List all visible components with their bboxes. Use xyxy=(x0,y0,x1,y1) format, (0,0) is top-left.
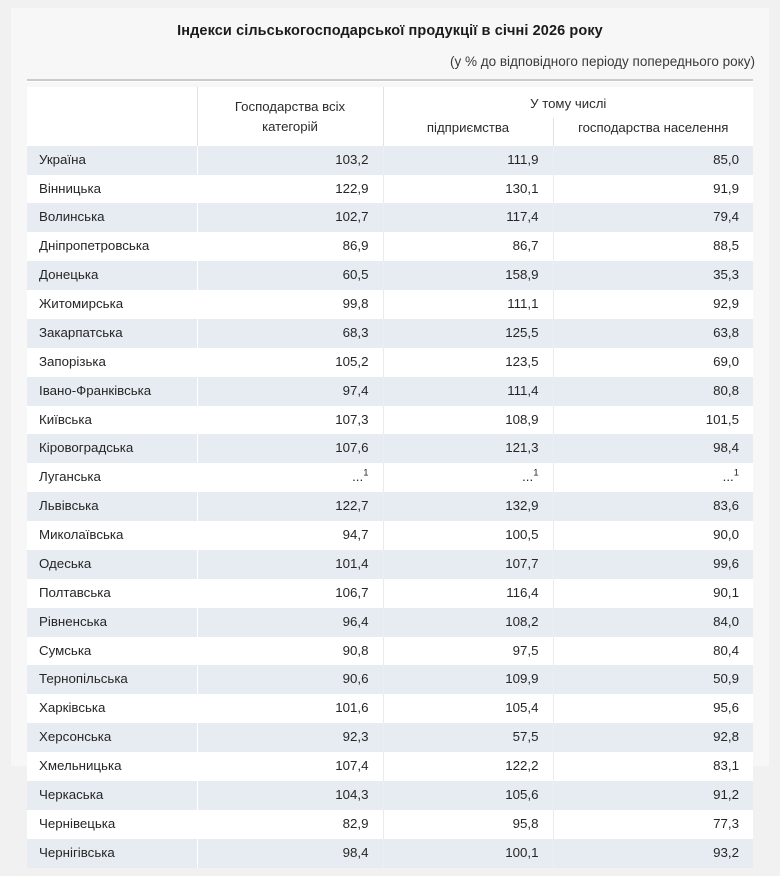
cell-enterprises: 95,8 xyxy=(383,810,553,839)
cell-region-name: Полтавська xyxy=(27,579,197,608)
cell-region-name: Вінницька xyxy=(27,175,197,204)
cell-region-name: Івано-Франківська xyxy=(27,377,197,406)
cell-households: 85,0 xyxy=(553,146,753,175)
column-header-region xyxy=(27,87,197,145)
table-row xyxy=(27,694,753,723)
cell-households: 84,0 xyxy=(553,608,753,637)
cell-all-categories: 96,4 xyxy=(197,608,383,637)
cell-all-categories: 97,4 xyxy=(197,377,383,406)
cell-all-categories: 86,9 xyxy=(197,232,383,261)
cell-enterprises: 109,9 xyxy=(383,665,553,694)
table-row xyxy=(27,665,753,694)
cell-region-name: Дніпропетровська xyxy=(27,232,197,261)
cell-all-categories: 101,4 xyxy=(197,550,383,579)
cell-region-name: Україна xyxy=(27,146,197,175)
column-header-households: господарства населення xyxy=(553,118,753,146)
cell-households: 35,3 xyxy=(553,261,753,290)
table-row xyxy=(27,319,753,348)
cell-enterprises: 57,5 xyxy=(383,723,553,752)
cell-region-name: Харківська xyxy=(27,694,197,723)
cell-enterprises: 122,2 xyxy=(383,752,553,781)
table-row xyxy=(27,232,753,261)
table-container xyxy=(11,87,769,875)
table-row xyxy=(27,723,753,752)
table-row xyxy=(27,752,753,781)
cell-all-categories: 102,7 xyxy=(197,203,383,232)
table-row xyxy=(27,175,753,204)
cell-households: 92,9 xyxy=(553,290,753,319)
footnote-marker: 1 xyxy=(733,467,740,479)
cell-region-name: Одеська xyxy=(27,550,197,579)
cell-region-name: Черкаська xyxy=(27,781,197,810)
table-row xyxy=(27,608,753,637)
cell-households: 98,4 xyxy=(553,434,753,463)
report-units-note: (у % до відповідного періоду попереднього року) xyxy=(449,53,755,69)
cell-enterprises: 108,2 xyxy=(383,608,553,637)
table-row xyxy=(27,290,753,319)
table-row xyxy=(27,406,753,435)
cell-all-categories: 103,2 xyxy=(197,146,383,175)
cell-region-name: Запорізька xyxy=(27,348,197,377)
table-row xyxy=(27,261,753,290)
header-row-top xyxy=(27,87,753,117)
cell-enterprises: 121,3 xyxy=(383,434,553,463)
cell-region-name: Хмельницька xyxy=(27,752,197,781)
cell-households: 63,8 xyxy=(553,319,753,348)
table-row xyxy=(27,637,753,666)
cell-enterprises: 100,1 xyxy=(383,839,553,868)
table-row xyxy=(27,521,753,550)
cell-enterprises: 130,1 xyxy=(383,175,553,204)
cell-enterprises: 111,4 xyxy=(383,377,553,406)
table-row xyxy=(27,781,753,810)
table-row xyxy=(27,839,753,868)
column-header-group: У тому числі xyxy=(383,87,753,117)
cell-enterprises: 97,5 xyxy=(383,637,553,666)
table-row xyxy=(27,377,753,406)
cell-households: ...$^1$ xyxy=(553,463,753,492)
cell-households: 50,9 xyxy=(553,665,753,694)
cell-households: 90,1 xyxy=(553,579,753,608)
cell-enterprises: 116,4 xyxy=(383,579,553,608)
cell-all-categories: 122,7 xyxy=(197,492,383,521)
cell-all-categories: 104,3 xyxy=(197,781,383,810)
cell-households: 90,0 xyxy=(553,521,753,550)
cell-households: 93,2 xyxy=(553,839,753,868)
cell-households: 79,4 xyxy=(553,203,753,232)
cell-all-categories: 98,4 xyxy=(197,839,383,868)
cell-region-name: Херсонська xyxy=(27,723,197,752)
cell-all-categories: 68,3 xyxy=(197,319,383,348)
cell-all-categories: 94,7 xyxy=(197,521,383,550)
title-divider xyxy=(27,79,753,82)
cell-households: 69,0 xyxy=(553,348,753,377)
cell-households: 80,4 xyxy=(553,637,753,666)
column-header-all-categories: Господарства всіх категорій xyxy=(197,87,383,145)
cell-region-name: Кіровоградська xyxy=(27,434,197,463)
report-panel xyxy=(11,8,769,860)
cell-enterprises: 132,9 xyxy=(383,492,553,521)
cell-enterprises: 158,9 xyxy=(383,261,553,290)
cell-all-categories: ...$^1$ xyxy=(197,463,383,492)
cell-region-name: Закарпатська xyxy=(27,319,197,348)
cell-enterprises: 105,4 xyxy=(383,694,553,723)
cell-region-name: Львівська xyxy=(27,492,197,521)
cell-region-name: Чернігівська xyxy=(27,839,197,868)
table-bottom-spacer xyxy=(27,868,753,876)
cell-region-name: Рівненська xyxy=(27,608,197,637)
table-row xyxy=(27,434,753,463)
table-row xyxy=(27,492,753,521)
cell-households: 80,8 xyxy=(553,377,753,406)
cell-enterprises: ...$^1$ xyxy=(383,463,553,492)
cell-all-categories: 107,4 xyxy=(197,752,383,781)
cell-households: 91,9 xyxy=(553,175,753,204)
cell-all-categories: 90,6 xyxy=(197,665,383,694)
cell-enterprises: 111,1 xyxy=(383,290,553,319)
table-row xyxy=(27,579,753,608)
cell-households: 91,2 xyxy=(553,781,753,810)
cell-enterprises: 125,5 xyxy=(383,319,553,348)
column-header-enterprises: підприємства xyxy=(383,118,553,146)
cell-households: 101,5 xyxy=(553,406,753,435)
cell-enterprises: 105,6 xyxy=(383,781,553,810)
cell-region-name: Миколаївська xyxy=(27,521,197,550)
table-row xyxy=(27,146,753,175)
cell-all-categories: 82,9 xyxy=(197,810,383,839)
cell-enterprises: 108,9 xyxy=(383,406,553,435)
cell-households: 95,6 xyxy=(553,694,753,723)
cell-region-name: Сумська xyxy=(27,637,197,666)
cell-enterprises: 86,7 xyxy=(383,232,553,261)
cell-households: 99,6 xyxy=(553,550,753,579)
cell-all-categories: 60,5 xyxy=(197,261,383,290)
table-row xyxy=(27,463,753,492)
cell-region-name: Житомирська xyxy=(27,290,197,319)
cell-enterprises: 117,4 xyxy=(383,203,553,232)
table-body xyxy=(27,146,753,868)
cell-region-name: Чернівецька xyxy=(27,810,197,839)
cell-all-categories: 101,6 xyxy=(197,694,383,723)
cell-households: 92,8 xyxy=(553,723,753,752)
cell-region-name: Тернопільська xyxy=(27,665,197,694)
cell-households: 83,1 xyxy=(553,752,753,781)
cell-enterprises: 111,9 xyxy=(383,146,553,175)
cell-region-name: Волинська xyxy=(27,203,197,232)
table-row xyxy=(27,348,753,377)
cell-households: 88,5 xyxy=(553,232,753,261)
cell-region-name: Донецька xyxy=(27,261,197,290)
footnote-marker: 1 xyxy=(533,467,539,479)
cell-all-categories: 90,8 xyxy=(197,637,383,666)
agricultural-indices-table xyxy=(27,87,753,867)
cell-all-categories: 107,6 xyxy=(197,434,383,463)
cell-all-categories: 99,8 xyxy=(197,290,383,319)
cell-all-categories: 106,7 xyxy=(197,579,383,608)
table-row xyxy=(27,203,753,232)
table-header xyxy=(27,87,753,145)
cell-region-name: Луганська xyxy=(27,463,197,492)
table-row xyxy=(27,550,753,579)
cell-all-categories: 107,3 xyxy=(197,406,383,435)
cell-enterprises: 123,5 xyxy=(383,348,553,377)
page-title: Індекси сільськогосподарської продукції в січні 2026 року xyxy=(177,23,603,39)
cell-households: 77,3 xyxy=(553,810,753,839)
cell-all-categories: 122,9 xyxy=(197,175,383,204)
cell-households: 83,6 xyxy=(553,492,753,521)
cell-enterprises: 107,7 xyxy=(383,550,553,579)
cell-all-categories: 105,2 xyxy=(197,348,383,377)
cell-region-name: Київська xyxy=(27,406,197,435)
footnote-marker: 1 xyxy=(363,467,369,479)
table-row xyxy=(27,810,753,839)
cell-enterprises: 100,5 xyxy=(383,521,553,550)
cell-all-categories: 92,3 xyxy=(197,723,383,752)
